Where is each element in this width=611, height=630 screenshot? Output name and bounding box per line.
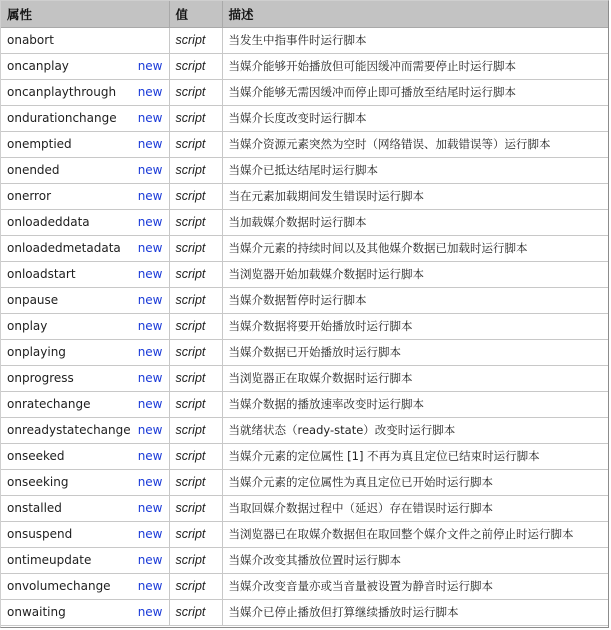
value-cell: script — [169, 547, 222, 573]
value-cell: script — [169, 521, 222, 547]
table-row — [1, 521, 608, 547]
table-row — [1, 365, 608, 391]
new-badge[interactable]: new — [137, 319, 163, 333]
table-row — [1, 339, 608, 365]
value-cell: script — [169, 157, 222, 183]
attribute-cell — [1, 599, 169, 625]
value-cell: script — [169, 469, 222, 495]
attribute-name: onsuspend — [7, 527, 73, 541]
table-row — [1, 391, 608, 417]
new-badge[interactable]: new — [137, 293, 163, 307]
attribute-name: onplay — [7, 319, 48, 333]
table-row — [1, 131, 608, 157]
table-row — [1, 547, 608, 573]
new-badge[interactable]: new — [137, 345, 163, 359]
new-badge[interactable]: new — [137, 423, 163, 437]
new-badge[interactable]: new — [137, 59, 163, 73]
new-badge[interactable]: new — [137, 527, 163, 541]
description-cell: 当媒介长度改变时运行脚本 — [222, 105, 608, 131]
media-events-table — [1, 1, 608, 626]
description-cell: 当媒介元素的定位属性为真且定位已开始时运行脚本 — [222, 469, 608, 495]
attribute-name: onloadeddata — [7, 215, 90, 229]
header-row — [1, 1, 608, 27]
new-badge[interactable]: new — [137, 397, 163, 411]
table-row — [1, 79, 608, 105]
attribute-cell — [1, 261, 169, 287]
table-row — [1, 417, 608, 443]
description-cell: 当就绪状态（ready-state）改变时运行脚本 — [222, 417, 608, 443]
description-cell: 当取回媒介数据过程中（延迟）存在错误时运行脚本 — [222, 495, 608, 521]
attribute-name: onseeking — [7, 475, 69, 489]
attribute-name: onabort — [7, 33, 54, 47]
attribute-name: onemptied — [7, 137, 72, 151]
attribute-name: onpause — [7, 293, 59, 307]
header-value: 值 — [169, 1, 222, 27]
new-badge[interactable]: new — [137, 85, 163, 99]
table-row — [1, 209, 608, 235]
attribute-name: onratechange — [7, 397, 91, 411]
attribute-cell — [1, 157, 169, 183]
value-cell: script — [169, 183, 222, 209]
attribute-cell — [1, 105, 169, 131]
attribute-name: onstalled — [7, 501, 62, 515]
table-row — [1, 443, 608, 469]
table-row — [1, 495, 608, 521]
new-badge[interactable]: new — [137, 241, 163, 255]
attribute-cell — [1, 287, 169, 313]
value-cell: script — [169, 27, 222, 53]
value-cell: script — [169, 79, 222, 105]
attribute-name: oncanplaythrough — [7, 85, 117, 99]
new-badge[interactable]: new — [137, 137, 163, 151]
attribute-cell — [1, 469, 169, 495]
value-cell: script — [169, 313, 222, 339]
attribute-name: onseeked — [7, 449, 65, 463]
attribute-cell — [1, 495, 169, 521]
description-cell: 当媒介数据已开始播放时运行脚本 — [222, 339, 608, 365]
attribute-cell — [1, 521, 169, 547]
table-row — [1, 27, 608, 53]
value-cell: script — [169, 391, 222, 417]
attribute-cell — [1, 27, 169, 53]
description-cell: 当媒介改变音量亦或当音量被设置为静音时运行脚本 — [222, 573, 608, 599]
table-row — [1, 573, 608, 599]
description-cell: 当媒介已停止播放但打算继续播放时运行脚本 — [222, 599, 608, 625]
table-row — [1, 105, 608, 131]
attribute-cell — [1, 365, 169, 391]
value-cell: script — [169, 573, 222, 599]
new-badge[interactable]: new — [137, 579, 163, 593]
description-cell: 当媒介数据的播放速率改变时运行脚本 — [222, 391, 608, 417]
value-cell: script — [169, 53, 222, 79]
value-cell: script — [169, 417, 222, 443]
table-row — [1, 599, 608, 625]
attribute-cell — [1, 235, 169, 261]
table-row — [1, 313, 608, 339]
value-cell: script — [169, 235, 222, 261]
description-cell: 当在元素加载期间发生错误时运行脚本 — [222, 183, 608, 209]
description-cell: 当浏览器已在取媒介数据但在取回整个媒介文件之前停止时运行脚本 — [222, 521, 608, 547]
table-row — [1, 287, 608, 313]
table-row — [1, 235, 608, 261]
attribute-name: oncanplay — [7, 59, 69, 73]
new-badge[interactable]: new — [137, 267, 163, 281]
new-badge[interactable]: new — [137, 371, 163, 385]
attribute-name: onwaiting — [7, 605, 66, 619]
description-cell: 当媒介能够开始播放但可能因缓冲而需要停止时运行脚本 — [222, 53, 608, 79]
description-cell: 当浏览器正在取媒介数据时运行脚本 — [222, 365, 608, 391]
value-cell: script — [169, 287, 222, 313]
table-body — [1, 27, 608, 625]
description-cell: 当媒介已抵达结尾时运行脚本 — [222, 157, 608, 183]
new-badge[interactable]: new — [137, 111, 163, 125]
value-cell: script — [169, 339, 222, 365]
attribute-cell — [1, 573, 169, 599]
attribute-name: onplaying — [7, 345, 66, 359]
header-description: 描述 — [222, 1, 608, 27]
attribute-cell — [1, 313, 169, 339]
new-badge[interactable]: new — [137, 553, 163, 567]
description-cell: 当加载媒介数据时运行脚本 — [222, 209, 608, 235]
table-row — [1, 261, 608, 287]
table-row — [1, 157, 608, 183]
value-cell: script — [169, 599, 222, 625]
header-attribute: 属性 — [1, 1, 169, 27]
new-badge[interactable]: new — [137, 449, 163, 463]
value-cell: script — [169, 131, 222, 157]
attribute-name: ondurationchange — [7, 111, 117, 125]
description-cell: 当媒介资源元素突然为空时（网络错误、加载错误等）运行脚本 — [222, 131, 608, 157]
description-cell: 当媒介数据将要开始播放时运行脚本 — [222, 313, 608, 339]
table-row — [1, 183, 608, 209]
table-row — [1, 53, 608, 79]
attribute-name: onerror — [7, 189, 51, 203]
description-cell: 当媒介元素的定位属性 [1] 不再为真且定位已结束时运行脚本 — [222, 443, 608, 469]
description-cell: 当媒介元素的持续时间以及其他媒介数据已加载时运行脚本 — [222, 235, 608, 261]
value-cell: script — [169, 443, 222, 469]
attribute-name: ontimeupdate — [7, 553, 92, 567]
new-badge[interactable]: new — [137, 501, 163, 515]
attribute-name: onprogress — [7, 371, 74, 385]
attribute-cell — [1, 209, 169, 235]
table-header — [1, 1, 608, 27]
description-cell: 当媒介能够无需因缓冲而停止即可播放至结尾时运行脚本 — [222, 79, 608, 105]
attribute-name: onvolumechange — [7, 579, 111, 593]
attribute-cell — [1, 417, 169, 443]
table-row — [1, 469, 608, 495]
attribute-cell — [1, 339, 169, 365]
value-cell: script — [169, 105, 222, 131]
attribute-cell — [1, 443, 169, 469]
description-cell: 当媒介数据暂停时运行脚本 — [222, 287, 608, 313]
attribute-cell — [1, 53, 169, 79]
attribute-cell — [1, 547, 169, 573]
attribute-cell — [1, 183, 169, 209]
attribute-name: onloadedmetadata — [7, 241, 121, 255]
value-cell: script — [169, 261, 222, 287]
attribute-cell — [1, 79, 169, 105]
description-cell: 当浏览器开始加载媒介数据时运行脚本 — [222, 261, 608, 287]
new-badge[interactable]: new — [137, 215, 163, 229]
new-badge[interactable]: new — [137, 475, 163, 489]
value-cell: script — [169, 495, 222, 521]
new-badge[interactable]: new — [137, 163, 163, 177]
description-cell: 当媒介改变其播放位置时运行脚本 — [222, 547, 608, 573]
description-cell: 当发生中指事件时运行脚本 — [222, 27, 608, 53]
value-cell: script — [169, 209, 222, 235]
attribute-cell — [1, 391, 169, 417]
value-cell: script — [169, 365, 222, 391]
attribute-name: onloadstart — [7, 267, 76, 281]
attribute-name: onended — [7, 163, 60, 177]
attribute-name: onreadystatechange — [7, 423, 131, 437]
new-badge[interactable]: new — [137, 189, 163, 203]
new-badge[interactable]: new — [137, 605, 163, 619]
attribute-cell — [1, 131, 169, 157]
